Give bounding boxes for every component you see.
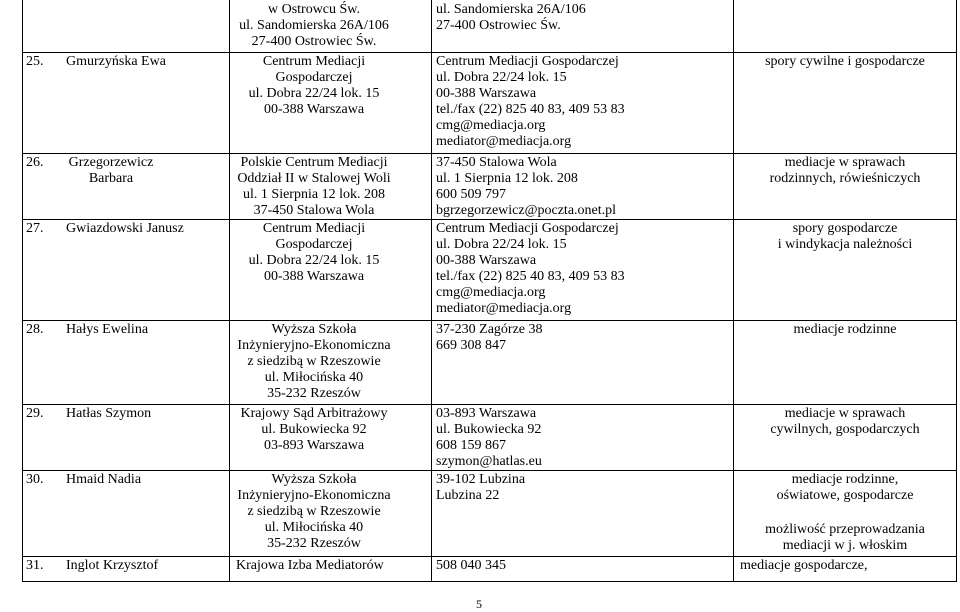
contact-line: ul. Dobra 22/24 lok. 15 [436,70,567,85]
institution-line: Wyższa Szkoła [271,322,357,337]
institution-line: 27-400 Ostrowiec Św. [251,34,377,49]
table-border-left [22,0,23,582]
contact-line: 03-893 Warszawa [436,406,537,421]
row-number: 27. [26,221,44,236]
row-number: 29. [26,406,44,421]
contact-cell [436,322,543,354]
spec-line: spory gospodarcze [792,221,898,236]
specialization-cell [734,155,956,187]
mediator-name [66,558,158,574]
institution-cell [236,558,384,574]
mediator-name [66,221,184,237]
spec-line: mediacje rodzinne [793,322,897,337]
institution-line: ul. Miłocińska 40 [264,520,364,535]
institution-line: z siedzibą w Rzeszowie [247,504,381,519]
contact-cell [436,2,586,34]
institution-line: ul. Miłocińska 40 [264,370,364,385]
institution-cell [229,472,399,552]
institution-line: Inżynieryjno-Ekonomiczna [237,488,391,503]
institution-line: Centrum Mediacji [262,54,366,69]
contact-cell [436,155,616,219]
email-link[interactable]: bgrzegorzewicz@poczta.onet.pl [436,203,617,218]
email-link[interactable]: cmg@mediacja.org [436,285,546,300]
institution-line: ul. Dobra 22/24 lok. 15 [248,253,380,268]
name-line: Hatłas Szymon [66,406,152,421]
specialization-cell [734,221,956,253]
row-number: 25. [26,54,44,69]
spec-line: mediacje w sprawach [784,406,906,421]
row-divider [22,320,957,321]
institution-line: ul. Dobra 22/24 lok. 15 [248,86,380,101]
row-number: 31. [26,558,44,573]
institution-cell [229,322,399,402]
institution-cell [229,54,399,118]
institution-line: 03-893 Warszawa [263,438,365,453]
institution-line: Polskie Centrum Mediacji [240,155,388,170]
institution-line: 35-232 Rzeszów [267,536,361,551]
specialization-cell [734,406,956,438]
name-line: Inglot Krzysztof [66,558,159,573]
institution-line: w Ostrowcu Św. [267,2,361,17]
contact-line: 669 308 847 [436,338,506,353]
contact-line: tel./fax (22) 825 40 83, 409 53 83 [436,269,625,284]
name-line: Grzegorzewicz [68,155,154,170]
institution-line: Krajowy Sąd Arbitrażowy [240,406,388,421]
name-line: Hmaid Nadia [66,472,142,487]
contact-line: 00-388 Warszawa [436,86,537,101]
name-line: Gwiazdowski Janusz [66,221,184,236]
email-link[interactable]: szymon@hatlas.eu [436,454,542,469]
institution-line: Wyższa Szkoła [271,472,357,487]
email-link[interactable]: cmg@mediacja.org [436,118,546,133]
spec-line: mediacje w sprawach [784,155,906,170]
row-divider [22,153,957,154]
institution-cell [229,221,399,285]
institution-line: 35-232 Rzeszów [267,386,361,401]
name-line: Barbara [88,171,134,186]
mediator-name [52,155,170,187]
row-number: 30. [26,472,44,487]
table-divider [431,0,432,582]
contact-line: 27-400 Ostrowiec Św. [436,18,561,33]
row-divider [22,556,957,557]
institution-line: Gospodarczej [275,70,353,85]
spec-line: mediacje gospodarcze, [740,558,868,573]
contact-line: 00-388 Warszawa [436,253,537,268]
institution-line: Centrum Mediacji [262,221,366,236]
institution-line: ul. Bukowiecka 92 [261,422,367,437]
page-number: 5 [476,597,482,611]
spec-line: cywilnych, gospodarczych [770,422,920,437]
table-border-bottom [22,581,957,582]
email-link[interactable]: mediator@mediacja.org [436,134,572,149]
row-number: 26. [26,155,44,170]
contact-line: 37-230 Zagórze 38 [436,322,543,337]
name-line: Gmurzyńska Ewa [66,54,166,69]
mediator-name [66,406,151,422]
contact-line: Centrum Mediacji Gospodarczej [436,221,619,236]
contact-line: 508 040 345 [436,558,506,573]
row-divider [22,52,957,53]
specialization-cell [734,322,956,338]
institution-line: 00-388 Warszawa [263,102,365,117]
institution-line: z siedzibą w Rzeszowie [247,354,381,369]
institution-line: Gospodarczej [275,237,353,252]
spec-line: rodzinnych, rówieśniczych [769,171,921,186]
row-divider [22,219,957,220]
spec-line: i windykacja należności [777,237,913,252]
contact-line: 37-450 Stalowa Wola [436,155,557,170]
specialization-cell [734,54,956,70]
institution-line: Inżynieryjno-Ekonomiczna [237,338,391,353]
institution-line: 37-450 Stalowa Wola [253,203,375,218]
institution-line: ul. Sandomierska 26A/106 [239,18,389,33]
contact-cell [436,406,542,470]
row-number: 28. [26,322,44,337]
contact-line: 39-102 Lubzina [436,472,526,487]
contact-line: tel./fax (22) 825 40 83, 409 53 83 [436,102,625,117]
contact-line: Centrum Mediacji Gospodarczej [436,54,619,69]
institution-line: 00-388 Warszawa [263,269,365,284]
contact-line: ul. Bukowiecka 92 [436,422,542,437]
institution-cell [229,406,399,454]
contact-cell [436,221,625,317]
row-divider [22,470,957,471]
specialization-cell [734,472,956,554]
institution-cell [229,2,399,50]
spec-line: mediacji w j. włoskim [782,538,908,553]
contact-cell [436,558,506,574]
contact-line: ul. 1 Sierpnia 12 lok. 208 [436,171,578,186]
institution-cell [229,155,399,219]
contact-line: 600 509 797 [436,187,506,202]
contact-line: ul. Dobra 22/24 lok. 15 [436,237,567,252]
table-border-right [956,0,957,582]
spec-line: spory cywilne i gospodarcze [765,54,925,69]
email-link[interactable]: mediator@mediacja.org [436,301,572,316]
contact-line: ul. Sandomierska 26A/106 [436,2,586,17]
contact-cell [436,472,525,504]
institution-line: Krajowa Izba Mediatorów [236,558,384,573]
spec-line: mediacje rodzinne, [791,472,899,487]
contact-line: Lubzina 22 [436,488,500,503]
mediator-name [66,472,141,488]
spec-line: oświatowe, gospodarcze [776,488,914,503]
institution-line: ul. 1 Sierpnia 12 lok. 208 [243,187,385,202]
mediator-name [66,322,148,338]
contact-cell [436,54,625,150]
specialization-cell [740,558,868,574]
spec-line: możliwość przeprowadzania [765,522,925,537]
institution-line: Oddział II w Stalowej Woli [237,171,391,186]
mediator-name [66,54,166,70]
name-line: Hałys Ewelina [66,322,149,337]
row-divider [22,404,957,405]
contact-line: 608 159 867 [436,438,506,453]
